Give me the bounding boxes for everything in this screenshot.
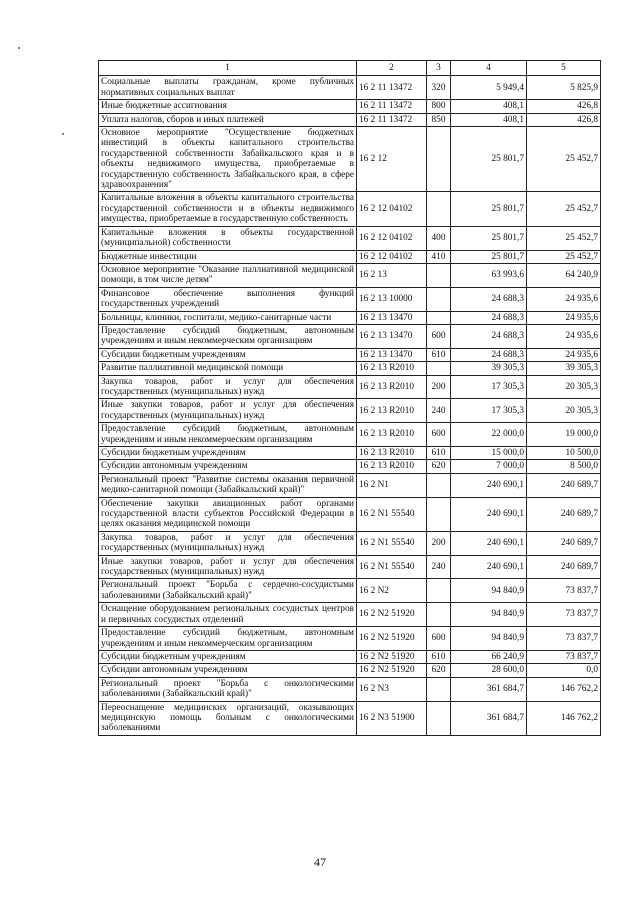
row-value-year2-cell: 25 452,7 xyxy=(527,226,601,250)
row-name-cell: Закупка товаров, работ и услуг для обеспечения государственных (муниципальных) нужд xyxy=(99,531,357,555)
table-row xyxy=(99,250,601,263)
row-value-year2-cell: 426,8 xyxy=(527,113,601,126)
row-code-cell: 16 2 12 xyxy=(357,127,427,192)
row-value-year2-cell: 24 935,6 xyxy=(527,348,601,361)
table-row xyxy=(99,423,601,447)
row-name-cell: Иные закупки товаров, работ и услуг для обеспечения государственных (муниципальных) нужд xyxy=(99,555,357,579)
row-expense-type-cell: 320 xyxy=(427,76,451,100)
row-value-year1-cell: 25 801,7 xyxy=(451,192,527,226)
header-col-5: 5 xyxy=(527,61,601,76)
row-code-cell: 16 2 13 13470 xyxy=(357,348,427,361)
scan-artifact-dot xyxy=(62,133,64,135)
row-name-cell: Основное мероприятие "Оказание паллиативной медицинской помощи, в том числе детям" xyxy=(99,263,357,287)
row-name-cell: Субсидии бюджетным учреждениям xyxy=(99,447,357,460)
scan-artifact-dot xyxy=(18,47,20,49)
header-col-2: 2 xyxy=(357,61,427,76)
table-row xyxy=(99,447,601,460)
table-row xyxy=(99,348,601,361)
row-value-year2-cell: 64 240,9 xyxy=(527,263,601,287)
row-code-cell: 16 2 N2 51920 xyxy=(357,603,427,627)
row-expense-type-cell: 610 xyxy=(427,348,451,361)
row-value-year2-cell: 73 837,7 xyxy=(527,627,601,651)
row-value-year1-cell: 24 688,3 xyxy=(451,311,527,324)
header-col-1: 1 xyxy=(99,61,357,76)
row-code-cell: 16 2 N3 51900 xyxy=(357,701,427,735)
row-value-year1-cell: 15 000,0 xyxy=(451,447,527,460)
row-code-cell: 16 2 N2 51920 xyxy=(357,650,427,663)
row-name-cell: Больницы, клиники, госпитали, медико-санитарные части xyxy=(99,311,357,324)
table-row xyxy=(99,76,601,100)
row-code-cell: 16 2 13 R2010 xyxy=(357,460,427,473)
row-expense-type-cell xyxy=(427,579,451,603)
row-expense-type-cell: 600 xyxy=(427,423,451,447)
row-value-year2-cell: 25 452,7 xyxy=(527,250,601,263)
row-name-cell: Бюджетные инвестиции xyxy=(99,250,357,263)
row-value-year1-cell: 240 690,1 xyxy=(451,497,527,531)
header-col-4: 4 xyxy=(451,61,527,76)
row-code-cell: 16 2 N2 51920 xyxy=(357,664,427,677)
row-code-cell: 16 2 13 xyxy=(357,263,427,287)
table-row xyxy=(99,375,601,399)
table-row xyxy=(99,460,601,473)
table-row xyxy=(99,287,601,311)
row-code-cell: 16 2 13 R2010 xyxy=(357,375,427,399)
row-expense-type-cell: 200 xyxy=(427,375,451,399)
row-value-year2-cell: 24 935,6 xyxy=(527,287,601,311)
row-expense-type-cell: 620 xyxy=(427,664,451,677)
table-row xyxy=(99,555,601,579)
row-expense-type-cell xyxy=(427,287,451,311)
row-expense-type-cell: 800 xyxy=(427,100,451,113)
row-value-year1-cell: 39 305,3 xyxy=(451,362,527,375)
row-name-cell: Развитие паллиативной медицинской помощи xyxy=(99,362,357,375)
table-row xyxy=(99,603,601,627)
row-name-cell: Региональный проект "Борьба с сердечно-сосудистыми заболеваниями (Забайкальский край)" xyxy=(99,579,357,603)
row-expense-type-cell xyxy=(427,127,451,192)
table-row xyxy=(99,263,601,287)
row-code-cell: 16 2 13 R2010 xyxy=(357,399,427,423)
table-row xyxy=(99,127,601,192)
row-value-year2-cell: 146 762,2 xyxy=(527,701,601,735)
row-value-year2-cell: 240 689,7 xyxy=(527,555,601,579)
row-name-cell: Региональный проект "Развитие системы оказания первичной медико-санитарной помощи (Забайкальский край)" xyxy=(99,473,357,497)
table-row xyxy=(99,650,601,663)
row-value-year1-cell: 25 801,7 xyxy=(451,250,527,263)
row-name-cell: Закупка товаров, работ и услуг для обеспечения государственных (муниципальных) нужд xyxy=(99,375,357,399)
row-code-cell: 16 2 13 10000 xyxy=(357,287,427,311)
table-row xyxy=(99,531,601,555)
row-expense-type-cell: 620 xyxy=(427,460,451,473)
row-code-cell: 16 2 13 R2010 xyxy=(357,362,427,375)
table-header-row xyxy=(99,61,601,76)
row-value-year2-cell: 240 689,7 xyxy=(527,497,601,531)
row-value-year1-cell: 25 801,7 xyxy=(451,226,527,250)
row-code-cell: 16 2 N2 xyxy=(357,579,427,603)
row-expense-type-cell: 600 xyxy=(427,627,451,651)
row-name-cell: Капитальные вложения в объекты государственной (муниципальной) собственности xyxy=(99,226,357,250)
row-value-year1-cell: 22 000,0 xyxy=(451,423,527,447)
row-value-year1-cell: 63 993,6 xyxy=(451,263,527,287)
row-value-year1-cell: 240 690,1 xyxy=(451,555,527,579)
row-value-year2-cell: 20 305,3 xyxy=(527,399,601,423)
row-value-year2-cell: 240 689,7 xyxy=(527,531,601,555)
row-value-year1-cell: 7 000,0 xyxy=(451,460,527,473)
row-name-cell: Социальные выплаты гражданам, кроме публичных нормативных социальных выплат xyxy=(99,76,357,100)
row-name-cell: Обеспечение закупки авиационных работ органами государственной власти субъектов Российской Федерации в целях оказания медицинской помощи xyxy=(99,497,357,531)
row-expense-type-cell xyxy=(427,311,451,324)
table-row xyxy=(99,192,601,226)
row-value-year1-cell: 408,1 xyxy=(451,100,527,113)
table-row xyxy=(99,399,601,423)
row-value-year2-cell: 39 305,3 xyxy=(527,362,601,375)
row-code-cell: 16 2 N1 xyxy=(357,473,427,497)
row-value-year2-cell: 19 000,0 xyxy=(527,423,601,447)
row-value-year2-cell: 426,8 xyxy=(527,100,601,113)
row-name-cell: Субсидии автономным учреждениям xyxy=(99,460,357,473)
table-row xyxy=(99,497,601,531)
row-expense-type-cell: 850 xyxy=(427,113,451,126)
row-name-cell: Субсидии автономным учреждениям xyxy=(99,664,357,677)
table-row xyxy=(99,113,601,126)
row-expense-type-cell: 600 xyxy=(427,324,451,348)
row-expense-type-cell: 410 xyxy=(427,250,451,263)
row-name-cell: Региональный проект "Борьба с онкологическими заболеваниями (Забайкальский край)" xyxy=(99,677,357,701)
row-code-cell: 16 2 13 13470 xyxy=(357,311,427,324)
row-code-cell: 16 2 11 13472 xyxy=(357,76,427,100)
row-name-cell: Финансовое обеспечение выполнения функций государственных учреждений xyxy=(99,287,357,311)
row-code-cell: 16 2 13 R2010 xyxy=(357,447,427,460)
header-col-3: 3 xyxy=(427,61,451,76)
row-expense-type-cell xyxy=(427,701,451,735)
table-row xyxy=(99,226,601,250)
table-row xyxy=(99,100,601,113)
row-value-year1-cell: 408,1 xyxy=(451,113,527,126)
row-expense-type-cell xyxy=(427,362,451,375)
row-value-year1-cell: 24 688,3 xyxy=(451,287,527,311)
table-row xyxy=(99,677,601,701)
row-name-cell: Предоставление субсидий бюджетным, автономным учреждениям и иным некоммерческим организациям xyxy=(99,324,357,348)
row-value-year2-cell: 10 500,0 xyxy=(527,447,601,460)
row-name-cell: Предоставление субсидий бюджетным, автономным учреждениям и иным некоммерческим организациям xyxy=(99,423,357,447)
row-value-year1-cell: 94 840,9 xyxy=(451,579,527,603)
row-expense-type-cell: 240 xyxy=(427,399,451,423)
row-value-year1-cell: 94 840,9 xyxy=(451,603,527,627)
row-code-cell: 16 2 13 R2010 xyxy=(357,423,427,447)
row-value-year1-cell: 361 684,7 xyxy=(451,701,527,735)
row-name-cell: Основное мероприятие "Осуществление бюджетных инвестиций в объекты капитального строительства государственной собственности Забайкальского края и в объекты недвижимого имущества, приобретаемые в государственную собственность Забайкальского края, в сфере здравоохранения" xyxy=(99,127,357,192)
row-value-year1-cell: 17 305,3 xyxy=(451,399,527,423)
row-value-year1-cell: 66 240,9 xyxy=(451,650,527,663)
row-name-cell: Субсидии бюджетным учреждениям xyxy=(99,348,357,361)
row-value-year1-cell: 240 690,1 xyxy=(451,473,527,497)
row-name-cell: Оснащение оборудованием региональных сосудистых центров и первичных сосудистых отделений xyxy=(99,603,357,627)
row-value-year1-cell: 24 688,3 xyxy=(451,348,527,361)
row-value-year1-cell: 28 600,0 xyxy=(451,664,527,677)
row-value-year2-cell: 146 762,2 xyxy=(527,677,601,701)
table-row xyxy=(99,362,601,375)
row-code-cell: 16 2 N1 55540 xyxy=(357,555,427,579)
row-value-year2-cell: 73 837,7 xyxy=(527,579,601,603)
row-name-cell: Переоснащение медицинских организаций, оказывающих медицинскую помощь больным с онкологическими заболеваниями xyxy=(99,701,357,735)
row-code-cell: 16 2 11 13472 xyxy=(357,100,427,113)
row-value-year1-cell: 24 688,3 xyxy=(451,324,527,348)
row-code-cell: 16 2 12 04102 xyxy=(357,250,427,263)
row-expense-type-cell xyxy=(427,677,451,701)
row-value-year1-cell: 361 684,7 xyxy=(451,677,527,701)
row-expense-type-cell xyxy=(427,263,451,287)
row-code-cell: 16 2 12 04102 xyxy=(357,192,427,226)
row-value-year2-cell: 8 500,0 xyxy=(527,460,601,473)
row-value-year2-cell: 24 935,6 xyxy=(527,324,601,348)
row-name-cell: Иные закупки товаров, работ и услуг для обеспечения государственных (муниципальных) нужд xyxy=(99,399,357,423)
row-name-cell: Предоставление субсидий бюджетным, автономным учреждениям и иным некоммерческим организациям xyxy=(99,627,357,651)
row-value-year1-cell: 25 801,7 xyxy=(451,127,527,192)
row-code-cell: 16 2 13 13470 xyxy=(357,324,427,348)
row-value-year1-cell: 240 690,1 xyxy=(451,531,527,555)
row-expense-type-cell xyxy=(427,192,451,226)
row-value-year2-cell: 24 935,6 xyxy=(527,311,601,324)
row-code-cell: 16 2 N3 xyxy=(357,677,427,701)
row-expense-type-cell: 610 xyxy=(427,650,451,663)
row-value-year1-cell: 94 840,9 xyxy=(451,627,527,651)
row-value-year2-cell: 25 452,7 xyxy=(527,192,601,226)
row-expense-type-cell xyxy=(427,497,451,531)
row-value-year2-cell: 73 837,7 xyxy=(527,603,601,627)
table-row xyxy=(99,311,601,324)
row-value-year2-cell: 25 452,7 xyxy=(527,127,601,192)
row-value-year2-cell: 240 689,7 xyxy=(527,473,601,497)
row-value-year2-cell: 73 837,7 xyxy=(527,650,601,663)
row-code-cell: 16 2 N2 51920 xyxy=(357,627,427,651)
row-code-cell: 16 2 12 04102 xyxy=(357,226,427,250)
table-row xyxy=(99,627,601,651)
page-number: 47 xyxy=(314,855,326,869)
row-name-cell: Иные бюджетные ассигнования xyxy=(99,100,357,113)
row-expense-type-cell: 200 xyxy=(427,531,451,555)
row-value-year1-cell: 17 305,3 xyxy=(451,375,527,399)
row-name-cell: Субсидии бюджетным учреждениям xyxy=(99,650,357,663)
table-row xyxy=(99,664,601,677)
row-expense-type-cell xyxy=(427,603,451,627)
table-row xyxy=(99,701,601,735)
row-value-year2-cell: 0,0 xyxy=(527,664,601,677)
budget-table-body xyxy=(99,61,601,736)
table-row xyxy=(99,579,601,603)
table-row xyxy=(99,324,601,348)
row-code-cell: 16 2 11 13472 xyxy=(357,113,427,126)
row-expense-type-cell: 400 xyxy=(427,226,451,250)
row-expense-type-cell xyxy=(427,473,451,497)
table-row xyxy=(99,473,601,497)
row-expense-type-cell: 240 xyxy=(427,555,451,579)
budget-table xyxy=(98,60,601,736)
row-value-year1-cell: 5 949,4 xyxy=(451,76,527,100)
row-name-cell: Уплата налогов, сборов и иных платежей xyxy=(99,113,357,126)
row-value-year2-cell: 20 305,3 xyxy=(527,375,601,399)
row-expense-type-cell: 610 xyxy=(427,447,451,460)
row-code-cell: 16 2 N1 55540 xyxy=(357,531,427,555)
row-value-year2-cell: 5 825,9 xyxy=(527,76,601,100)
row-name-cell: Капитальные вложения в объекты капитального строительства государственной собственности и в объекты недвижимого имущества, приобретаемые в государственную собственность xyxy=(99,192,357,226)
row-code-cell: 16 2 N1 55540 xyxy=(357,497,427,531)
